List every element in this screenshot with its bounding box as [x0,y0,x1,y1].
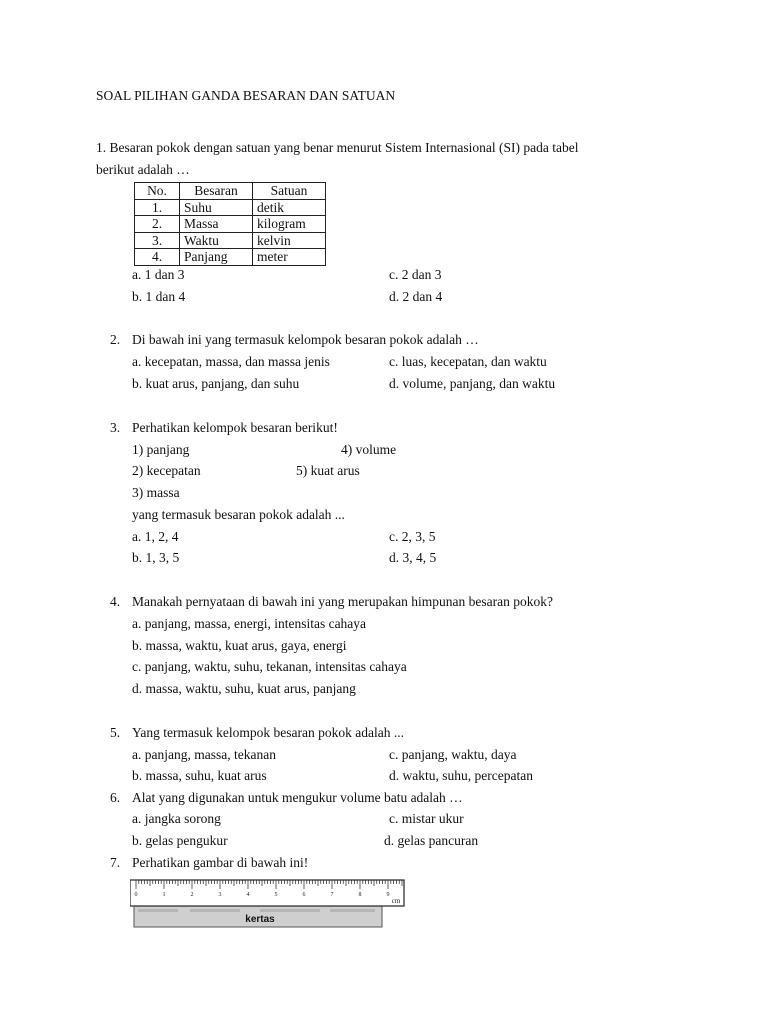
q6-number: 6. [110,790,121,805]
table-cell-no: 2. [135,216,180,233]
q4-option-b: b. massa, waktu, kuat arus, gaya, energi [132,638,347,653]
table-cell-besaran: Suhu [180,199,253,216]
q4-option-d: d. massa, waktu, suhu, kuat arus, panjang [132,681,356,696]
q6-text: Alat yang digunakan untuk mengukur volume batu adalah … [132,790,463,805]
q4-number: 4. [110,594,121,609]
table-cell-besaran: Waktu [180,232,253,249]
table-cell-besaran: Massa [180,216,253,233]
table-cell-satuan: detik [253,199,326,216]
table-cell-no: 3. [135,232,180,249]
q1-option-b: b. 1 dan 4 [132,289,186,304]
q4-text: Manakah pernyataan di bawah ini yang merupakan himpunan besaran pokok? [132,594,553,609]
q1-option-c: c. 2 dan 3 [389,267,442,282]
table-header-satuan: Satuan [253,183,326,200]
q6-option-d: d. gelas pancuran [384,833,479,848]
table-row [135,216,326,233]
q4-option-a: a. panjang, massa, energi, intensitas cahaya [132,616,367,631]
q2-number: 2. [110,332,121,347]
q3-item-5: 5) kuat arus [296,463,360,478]
q2-option-a: a. kecepatan, massa, dan massa jenis [132,354,330,369]
q6-option-c: c. mistar ukur [389,811,464,826]
q3-item-3: 3) massa [132,485,180,500]
q5-option-b: b. massa, suhu, kuat arus [132,768,267,783]
q3-text: Perhatikan kelompok besaran berikut! [132,420,338,435]
ruler-number: 0 [134,892,138,898]
ruler-number: 2 [190,892,194,898]
q3-number: 3. [110,420,121,435]
table-header-row [135,183,326,200]
ruler-number: 4 [246,892,250,898]
table-row [135,249,326,266]
q5-option-a: a. panjang, massa, tekanan [132,747,276,762]
q3-option-a: a. 1, 2, 4 [132,529,179,544]
q2-text: Di bawah ini yang termasuk kelompok besaran pokok adalah … [132,332,479,347]
ruler-number: 8 [358,892,362,898]
table-header-no: No. [135,183,180,200]
table-cell-satuan: kelvin [253,232,326,249]
table-cell-satuan: meter [253,249,326,266]
table-header-besaran: Besaran [180,183,253,200]
ruler-number: 6 [302,892,306,898]
q2-option-c: c. luas, kecepatan, dan waktu [389,354,547,369]
table-cell-no: 1. [135,199,180,216]
table-cell-no: 4. [135,249,180,266]
q3-option-b: b. 1, 3, 5 [132,550,180,565]
q2-option-d: d. volume, panjang, dan waktu [389,376,556,391]
page-title: SOAL PILIHAN GANDA BESARAN DAN SATUAN [96,88,396,103]
q7-text: Perhatikan gambar di bawah ini! [132,855,309,870]
q2-option-b: b. kuat arus, panjang, dan suhu [132,376,300,391]
ruler-unit: cm [391,897,401,905]
table-cell-satuan: kilogram [253,216,326,233]
q5-number: 5. [110,725,121,740]
q1-table [134,182,326,266]
q5-option-c: c. panjang, waktu, daya [389,747,517,762]
q3-item-4: 4) volume [341,442,397,457]
ruler-number: 3 [218,892,222,898]
q3-item-2: 2) kecepatan [132,463,201,478]
ruler-number: 1 [162,892,166,898]
table-row [135,232,326,249]
q1-option-a: a. 1 dan 3 [132,267,185,282]
q1-text-line2: berikut adalah … [96,162,190,177]
table-row [135,199,326,216]
q6-option-b: b. gelas pengukur [132,833,228,848]
q7-number: 7. [110,855,121,870]
q3-option-c: c. 2, 3, 5 [389,529,436,544]
ruler-number: 5 [274,892,278,898]
q3-option-d: d. 3, 4, 5 [389,550,437,565]
table-cell-besaran: Panjang [180,249,253,266]
ruler-figure [130,879,406,929]
q3-prompt: yang termasuk besaran pokok adalah ... [132,507,345,522]
ruler-number: 7 [330,892,334,898]
q1-text-line1: 1. Besaran pokok dengan satuan yang benar menurut Sistem Internasional (SI) pada tabel [96,140,579,155]
q3-item-1: 1) panjang [132,442,190,457]
paper-label: kertas [245,914,275,925]
q5-option-d: d. waktu, suhu, percepatan [389,768,533,783]
q4-option-c: c. panjang, waktu, suhu, tekanan, intensitas cahaya [132,659,407,674]
q1-option-d: d. 2 dan 4 [389,289,443,304]
q5-text: Yang termasuk kelompok besaran pokok adalah ... [132,725,404,740]
q6-option-a: a. jangka sorong [132,811,221,826]
ruler-number: 9 [386,892,390,898]
